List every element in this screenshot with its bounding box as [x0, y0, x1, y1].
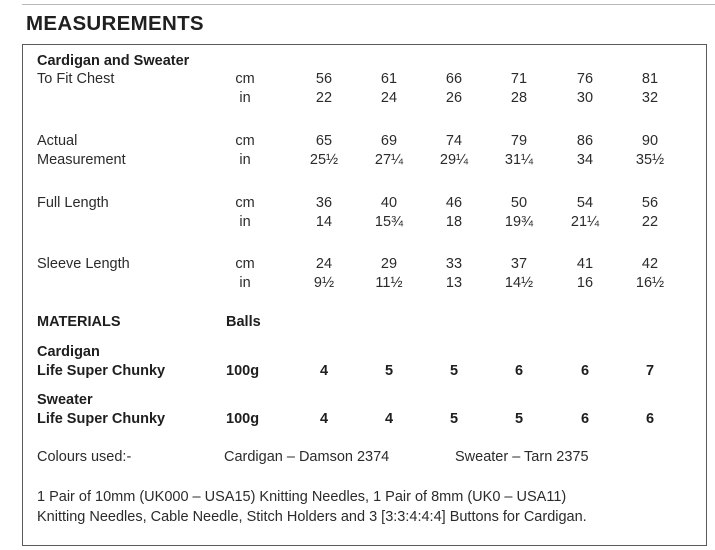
cell-in: 11½ [375, 275, 403, 291]
cell-in: 16½ [635, 275, 665, 291]
balls-label: Balls [226, 314, 261, 330]
cell-cm: 36 [315, 195, 333, 211]
cell-cm: 65 [315, 133, 333, 149]
unit-cm: cm [235, 256, 255, 272]
cell-cm: 76 [576, 71, 594, 87]
cell-cm: 41 [576, 256, 594, 272]
material-name: Cardigan [37, 344, 100, 360]
cell-in: 29¼ [439, 152, 469, 168]
cell-cm: 86 [576, 133, 594, 149]
cell-in: 26 [445, 90, 463, 106]
balls-count: 4 [319, 411, 329, 427]
cell-cm: 33 [445, 256, 463, 272]
material-name: Sweater [37, 392, 93, 408]
cell-cm: 24 [315, 256, 333, 272]
measurements-panel [22, 44, 707, 546]
cell-in: 9½ [313, 275, 335, 291]
cell-cm: 40 [380, 195, 398, 211]
needles-notes: 1 Pair of 10mm (UK000 – USA15) Knitting Needles, 1 Pair of 8mm (UK0 – USA11) Knitting Needles, Cable Needle, Stitch Holders and 3 [3:3:4:4:4] Buttons for Cardigan. [37, 489, 587, 525]
material-yarn: Life Super Chunky [37, 411, 166, 427]
cell-cm: 46 [445, 195, 463, 211]
cell-in: 15¾ [374, 214, 404, 230]
balls-count: 4 [384, 411, 394, 427]
unit-in: in [239, 214, 251, 230]
cell-cm: 71 [510, 71, 528, 87]
cell-in: 16 [576, 275, 594, 291]
unit-cm: cm [235, 71, 255, 87]
material-weight: 100g [226, 363, 260, 379]
cell-cm: 79 [510, 133, 528, 149]
balls-count: 7 [645, 363, 655, 379]
row-label: Actual [37, 133, 78, 149]
cell-in: 14 [315, 214, 333, 230]
cell-in: 21¼ [570, 214, 600, 230]
row-label: To Fit Chest [37, 71, 115, 87]
cell-in: 28 [510, 90, 528, 106]
top-rule [22, 4, 715, 5]
material-weight: 100g [226, 411, 260, 427]
cell-in: 22 [641, 214, 659, 230]
balls-count: 6 [580, 411, 590, 427]
cell-cm: 66 [445, 71, 463, 87]
balls-count: 5 [449, 363, 459, 379]
page-title: MEASUREMENTS [26, 12, 204, 35]
cell-cm: 37 [510, 256, 528, 272]
balls-count: 5 [449, 411, 459, 427]
balls-count: 6 [514, 363, 524, 379]
unit-in: in [239, 90, 251, 106]
cell-cm: 56 [641, 195, 659, 211]
colours-label: Colours used:- [37, 449, 132, 465]
cell-in: 34 [576, 152, 594, 168]
unit-in: in [239, 152, 251, 168]
cell-in: 35½ [635, 152, 665, 168]
unit-in: in [239, 275, 251, 291]
cell-cm: 61 [380, 71, 398, 87]
unit-cm: cm [235, 133, 255, 149]
cell-in: 22 [315, 90, 333, 106]
row-label: Sleeve Length [37, 256, 130, 272]
cell-in: 25½ [309, 152, 339, 168]
cell-cm: 74 [445, 133, 463, 149]
cell-cm: 42 [641, 256, 659, 272]
row-label: Measurement [37, 152, 126, 168]
balls-count: 6 [580, 363, 590, 379]
cell-cm: 54 [576, 195, 594, 211]
row-label: Full Length [37, 195, 109, 211]
cell-cm: 81 [641, 71, 659, 87]
balls-count: 4 [319, 363, 329, 379]
cell-cm: 29 [380, 256, 398, 272]
cell-in: 24 [380, 90, 398, 106]
cell-in: 30 [576, 90, 594, 106]
cell-cm: 56 [315, 71, 333, 87]
cell-cm: 50 [510, 195, 528, 211]
cell-in: 18 [445, 214, 463, 230]
balls-count: 6 [645, 411, 655, 427]
unit-cm: cm [235, 195, 255, 211]
cell-in: 27¼ [374, 152, 404, 168]
cell-cm: 90 [641, 133, 659, 149]
cell-cm: 69 [380, 133, 398, 149]
section-title: Cardigan and Sweater [37, 53, 190, 69]
cell-in: 32 [641, 90, 659, 106]
cell-in: 31¼ [504, 152, 534, 168]
material-yarn: Life Super Chunky [37, 363, 166, 379]
balls-count: 5 [514, 411, 524, 427]
cell-in: 13 [445, 275, 463, 291]
cell-in: 19¾ [504, 214, 534, 230]
balls-count: 5 [384, 363, 394, 379]
colour-sweater: Sweater – Tarn 2375 [455, 449, 589, 465]
colour-cardigan: Cardigan – Damson 2374 [224, 449, 390, 465]
cell-in: 14½ [504, 275, 534, 291]
materials-heading: MATERIALS [37, 314, 121, 330]
